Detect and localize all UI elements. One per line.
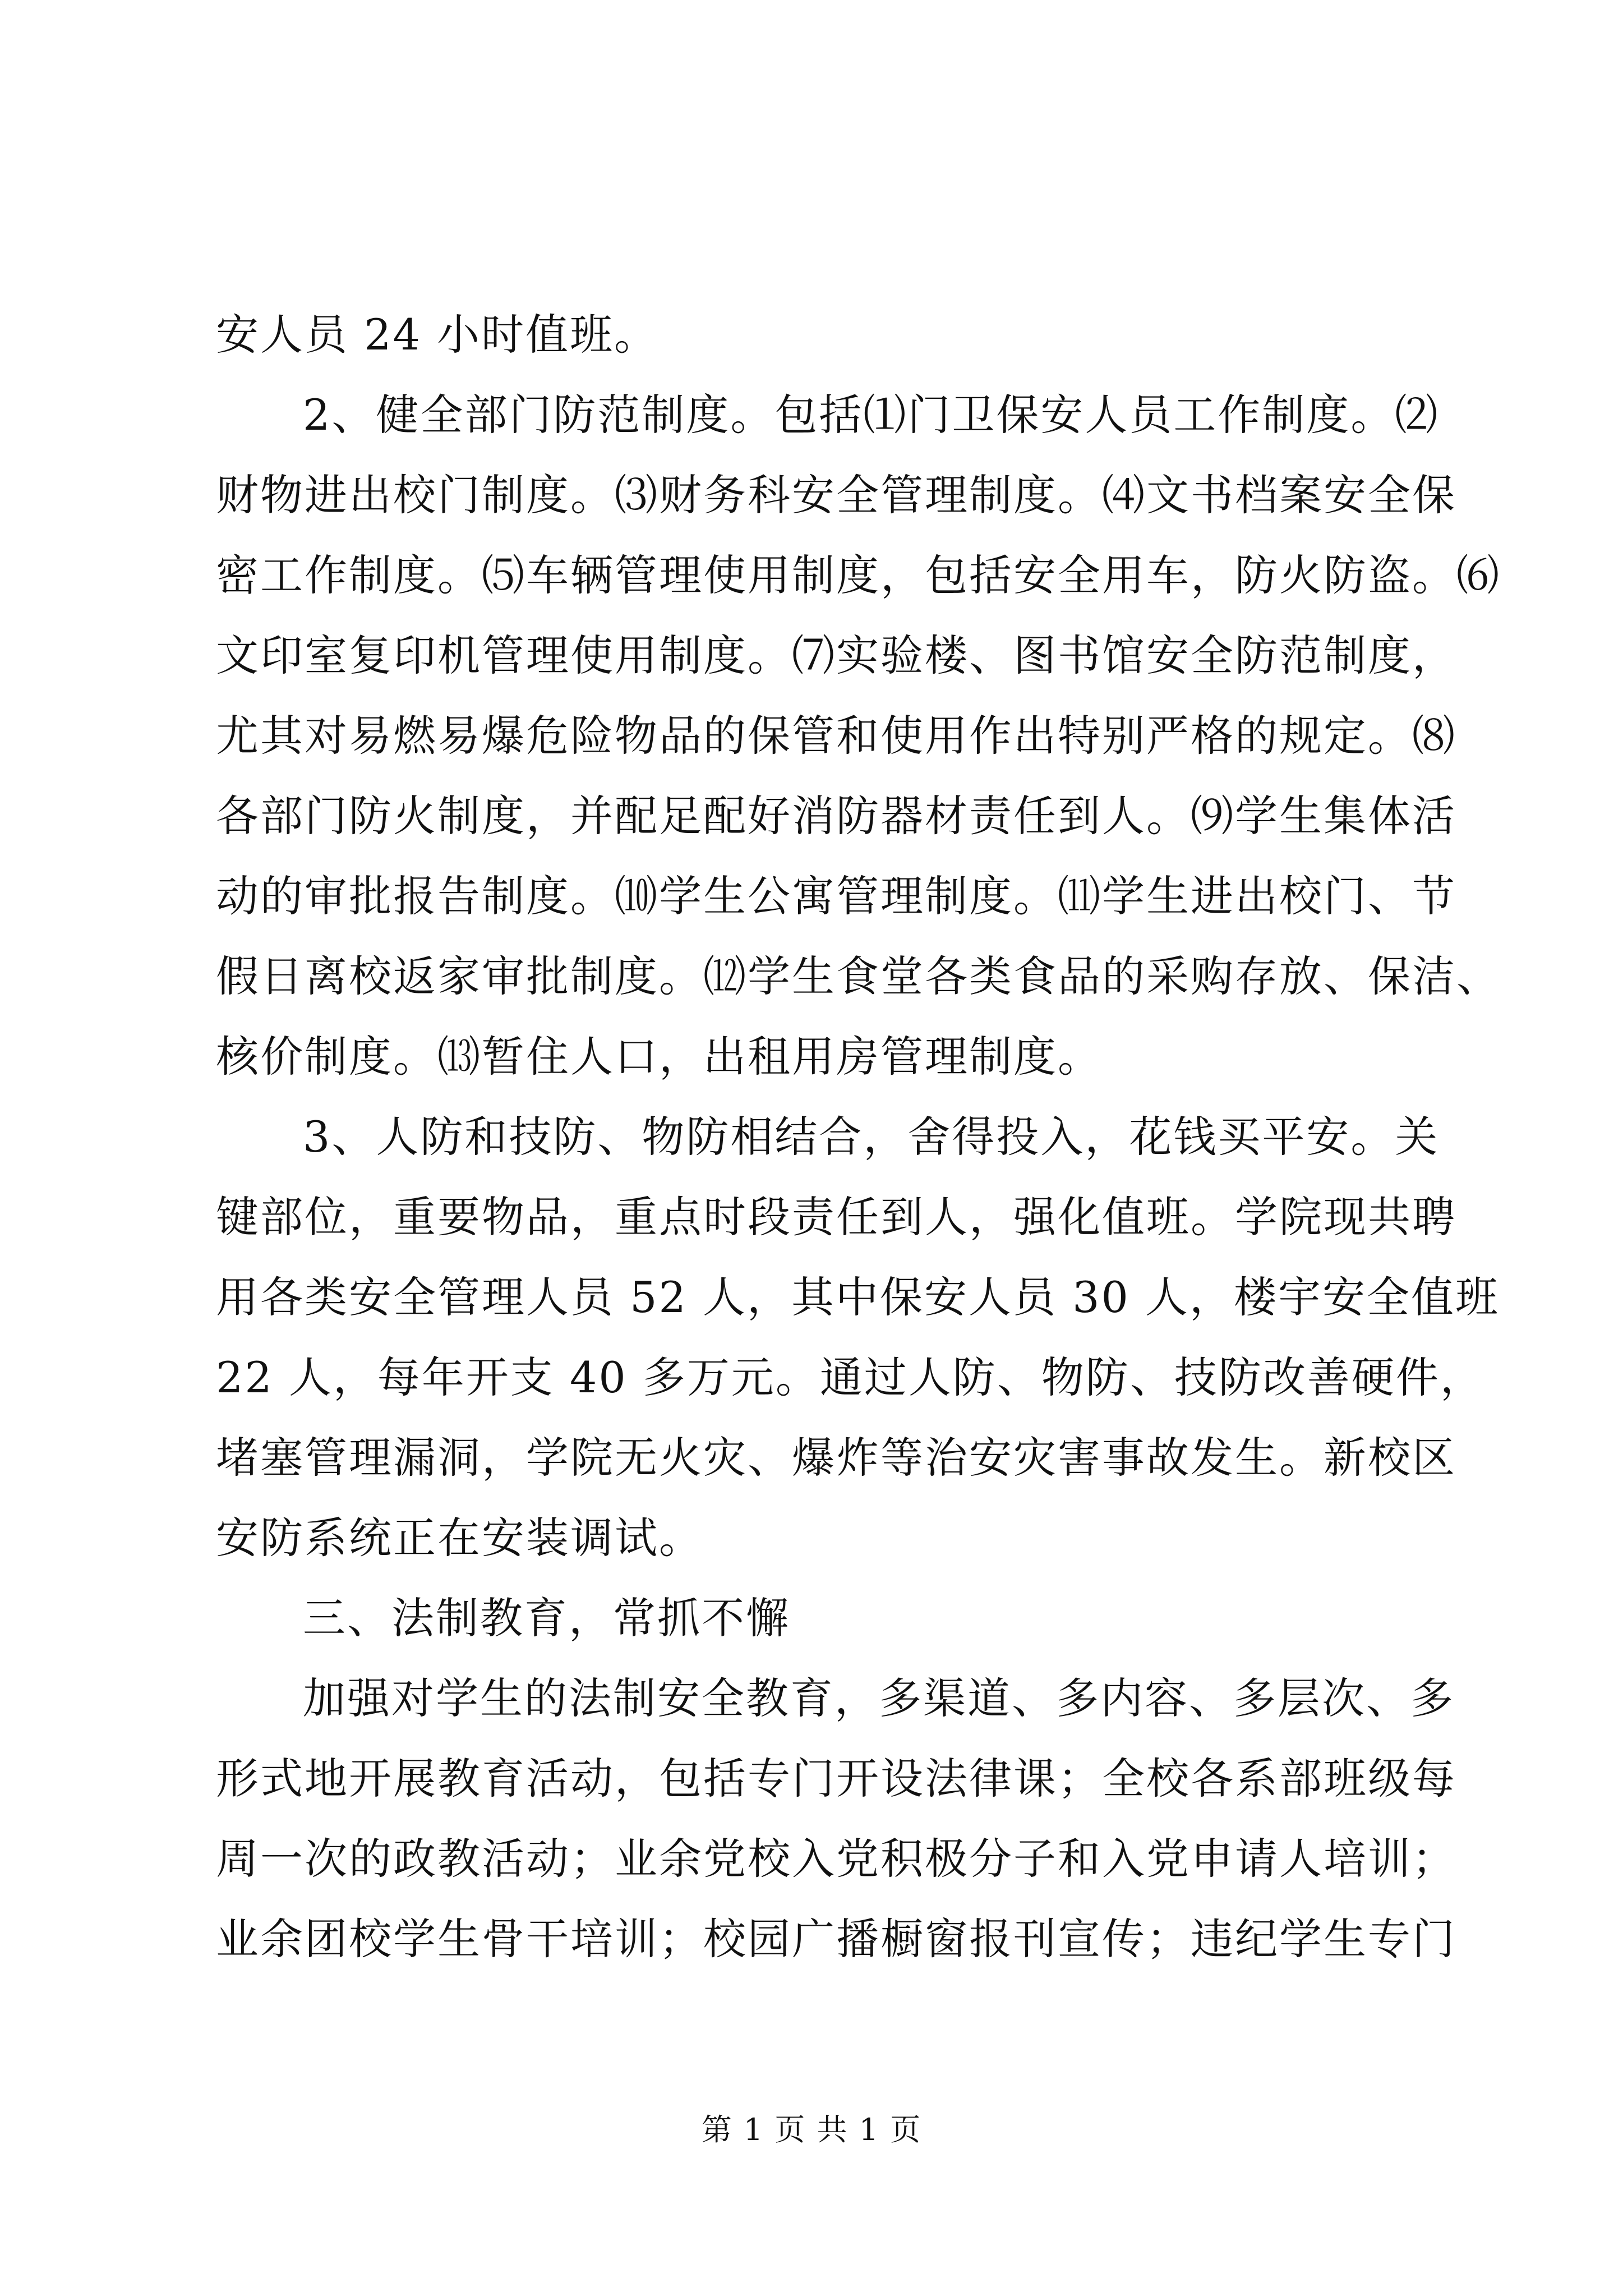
text-line-11: 3、人防和技防、物防相结合，舍得投入，花钱买平安。关 (303, 1112, 1440, 1162)
text-line-13: 用各类安全管理人员 52 人，其中保安人员 30 人，楼宇安全值班 (216, 1272, 1500, 1322)
text-line-20: 周一次的政教活动；业余党校入党积极分子和入党申请人培训； (216, 1834, 1456, 1884)
text-line-12: 键部位，重要物品，重点时段责任到人，强化值班。学院现共聘 (216, 1192, 1456, 1242)
text-line-16: 安防系统正在安装调试。 (216, 1513, 703, 1563)
text-line-4: 密工作制度。⑸车辆管理使用制度，包括安全用车，防火防盗。⑹ (216, 550, 1501, 600)
text-line-18: 加强对学生的法制安全教育，多渠道、多内容、多层次、多 (303, 1673, 1455, 1723)
text-line-9: 假日离校返家审批制度。⑿学生食堂各类食品的采购存放、保洁、 (216, 951, 1501, 1001)
page-number-footer: 第 1 页 共 1 页 (701, 2112, 922, 2147)
section-heading: 三、法制教育，常抓不懈 (303, 1593, 790, 1643)
text-line-1: 安人员 24 小时值班。 (216, 310, 659, 360)
text-line-15: 堵塞管理漏洞，学院无火灾、爆炸等治安灾害事故发生。新校区 (216, 1433, 1456, 1483)
text-line-8: 动的审批报告制度。⑽学生公寓管理制度。⑾学生进出校门、节 (216, 871, 1456, 921)
text-line-21: 业余团校学生骨干培训；校园广播橱窗报刊宣传；违纪学生专门 (216, 1914, 1456, 1964)
text-line-3: 财物进出校门制度。⑶财务科安全管理制度。⑷文书档案安全保 (216, 470, 1456, 520)
text-line-10: 核价制度。⒀暂住人口，出租用房管理制度。 (216, 1032, 1102, 1082)
text-line-19: 形式地开展教育活动，包括专门开设法律课；全校各系部班级每 (216, 1754, 1456, 1803)
text-line-14: 22 人，每年开支 40 多万元。通过人防、物防、技防改善硬件， (216, 1352, 1484, 1402)
text-line-2: 2、健全部门防范制度。包括⑴门卫保安人员工作制度。⑵ (303, 390, 1440, 440)
text-line-5: 文印室复印机管理使用制度。⑺实验楼、图书馆安全防范制度， (216, 631, 1456, 680)
body-text (216, 295, 1501, 1979)
text-line-6: 尤其对易燃易爆危险物品的保管和使用作出特别严格的规定。⑻ (216, 711, 1456, 761)
text-line-7: 各部门防火制度，并配足配好消防器材责任到人。⑼学生集体活 (216, 791, 1456, 841)
